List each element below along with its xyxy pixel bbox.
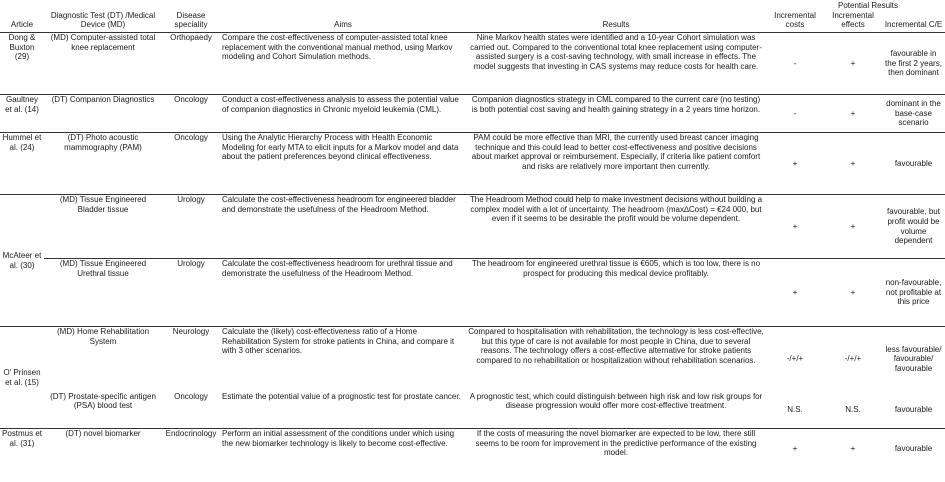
- table-row: [0, 259, 945, 327]
- specialty-cell: Orthopaedy: [162, 33, 220, 95]
- col-specialty: Disease speciality: [162, 0, 220, 33]
- ce-cell: favourable: [882, 133, 945, 195]
- device-cell: (MD) Home Rehabilitation System: [56, 327, 150, 346]
- specialty-cell: Endocrinology: [165, 429, 217, 438]
- effects-cell: +: [824, 95, 882, 133]
- ce-cell: favourable: [882, 392, 945, 429]
- results-cell: PAM could be more effective than MRI, the currently used breast cancer imaging technique and this could lead to better cost-effectiveness and positive decisions about market approval or reimbursement. Especially, if criteria like patient comfort and risks are relatively more important then currently.: [466, 133, 766, 195]
- aims-cell: Estimate the potential value of a prognostic test for prostate cancer.: [220, 392, 466, 429]
- device-cell: (DT) Prostate-specific antigen (PSA) blood test: [44, 392, 162, 429]
- results-cell: Nine Markov health states were identified and a 10-year Cohort simulation was carried out. Compared to the conventional total knee replacement using computer-assisted surgery is a cost-saving technology, with small increase in effects. The model suggests that investing in CAS systems may reduce costs for health care.: [466, 33, 766, 95]
- article-cell: O' Prinsen et al. (15): [0, 327, 44, 429]
- effects-cell: -/+/+: [844, 354, 862, 364]
- specialty-cell: Urology: [162, 195, 220, 259]
- aims-cell: Conduct a cost-effectiveness analysis to assess the potential value of companion diagnostics in Chronic myeloid leukemia (CML).: [220, 95, 466, 133]
- col-article: Article: [0, 0, 44, 33]
- device-cell: (MD) Computer-assisted total knee replacement: [44, 33, 162, 95]
- table-row: [0, 327, 945, 392]
- ce-cell: dominant in the base-case scenario: [882, 95, 945, 133]
- ce-cell: less favourable/ favourable/ favourable: [885, 344, 942, 374]
- article-cell: McAteer et al. (30): [0, 195, 44, 327]
- costs-cell: +: [792, 443, 798, 453]
- article-cell: Dong & Buxton (29): [0, 33, 44, 95]
- table-row: [0, 133, 945, 195]
- device-cell: (DT) Photo acoustic mammography (PAM): [44, 133, 162, 195]
- costs-cell: +: [766, 133, 824, 195]
- specialty-cell: Oncology: [162, 133, 220, 195]
- col-inc-effects: Incremental effects: [824, 0, 882, 33]
- ce-cell: favourable, but profit would be volume dependent: [882, 195, 945, 259]
- table-row: [0, 429, 945, 469]
- article-cell: Postmus et al. (31): [2, 429, 43, 448]
- specialty-cell: Oncology: [162, 95, 220, 133]
- table-row: [0, 392, 945, 429]
- device-cell: (MD) Tissue Engineered Bladder tissue: [44, 195, 162, 259]
- effects-cell: +: [850, 443, 856, 453]
- potential-results-header: Potential Results: [837, 1, 899, 10]
- effects-cell: +: [824, 195, 882, 259]
- results-cell: A prognostic test, which could distinguish between high risk and low risk groups for disease progression would offer more cost-effective treatment.: [466, 392, 766, 429]
- costs-cell: +: [766, 259, 824, 327]
- device-cell: (DT) Companion Diagnostics: [44, 95, 162, 133]
- effects-cell: N.S.: [824, 392, 882, 429]
- aims-cell: Calculate the (likely) cost-effectiveness ratio of a Home Rehabilitation System for stroke patients in China, and compare it with 3 other scenarios.: [222, 327, 455, 356]
- costs-cell: -/+/+: [786, 354, 804, 364]
- col-inc-costs: Incremental costs: [766, 0, 824, 33]
- results-cell: The headroom for engineered urethral tissue is €605, which is too low, there is no prospect for producing this medical device profitably.: [466, 259, 766, 327]
- results-cell: Companion diagnostics strategy in CML compared to the current care (no testing) is both potential cost saving and health gaining strategy in a 2 years time horizon.: [466, 95, 766, 133]
- aims-cell: Using the Analytic Hierarchy Process with Health Economic Modeling for early MTA to elicit inputs for a Markov model and data about the patient preferences beyond clinical effectiveness.: [220, 133, 466, 195]
- costs-cell: -: [766, 95, 824, 133]
- aims-cell: Calculate the cost-effectiveness headroom for urethral tissue and demonstrate the usefulness of the Headroom Method.: [220, 259, 466, 327]
- table-row: [0, 195, 945, 259]
- ce-cell: non-favourable, not profitable at this price: [882, 259, 945, 327]
- article-cell: Gaultney et al. (14): [0, 95, 44, 133]
- costs-cell: +: [766, 195, 824, 259]
- header-row: [0, 0, 945, 33]
- costs-cell: -: [766, 33, 824, 95]
- results-cell: The Headroom Method could help to make investment decisions without building a complex model with a lot of uncertainty. The headroom (max∆Cost) = €24 000, but even if it seems to be desirable the profit would be volume dependent.: [466, 195, 766, 259]
- aims-cell: Compare the cost-effectiveness of computer-assisted total knee replacement with the conventional manual method, using Markov modeling and Cohort Simulation methods.: [220, 33, 466, 95]
- col-diagnostic: Diagnostic Test (DT) /Medical Device (MD): [44, 0, 162, 33]
- results-cell: Compared to hospitalisation with rehabilitation, the technology is less cost-effective, but this type of care is not available for most people in China, due to several reasons. The technology offers a cost-effective alternative for stroke patients compared to no rehabilitation or hospitalization without rehabilitation scenarios.: [468, 327, 764, 365]
- results-cell: If the costs of measuring the novel biomarker are expected to be low, there still seems to be room for improvement in the predictive performance of the existing model.: [475, 429, 757, 458]
- aims-cell: Perform an initial assessment of the conditions under which using the new biomarker technology is likely to become cost-effective.: [222, 429, 455, 448]
- article-cell: Hummel et al. (24): [0, 133, 44, 195]
- specialty-cell: Neurology: [172, 327, 210, 336]
- specialty-cell: Urology: [162, 259, 220, 327]
- table-row: [0, 33, 945, 95]
- effects-cell: +: [824, 133, 882, 195]
- effects-cell: +: [824, 33, 882, 95]
- col-aims: Aims: [220, 0, 466, 33]
- costs-cell: N.S.: [766, 392, 824, 429]
- effects-cell: +: [824, 259, 882, 327]
- device-cell: (MD) Tissue Engineered Urethral tissue: [44, 259, 162, 327]
- ce-cell: favourable: [894, 443, 933, 453]
- col-results: Results: [466, 0, 766, 33]
- device-cell: (DT) novel biomarker: [65, 429, 141, 438]
- specialty-cell: Oncology: [162, 392, 220, 429]
- table-row: [0, 95, 945, 133]
- aims-cell: Calculate the cost-effectiveness headroom for engineered bladder and demonstrate the usefulness of the Headroom Method.: [220, 195, 466, 259]
- ce-cell: favourable in the first 2 years, then dominant: [882, 33, 945, 95]
- col-inc-ce: Incremental C/E: [882, 0, 945, 33]
